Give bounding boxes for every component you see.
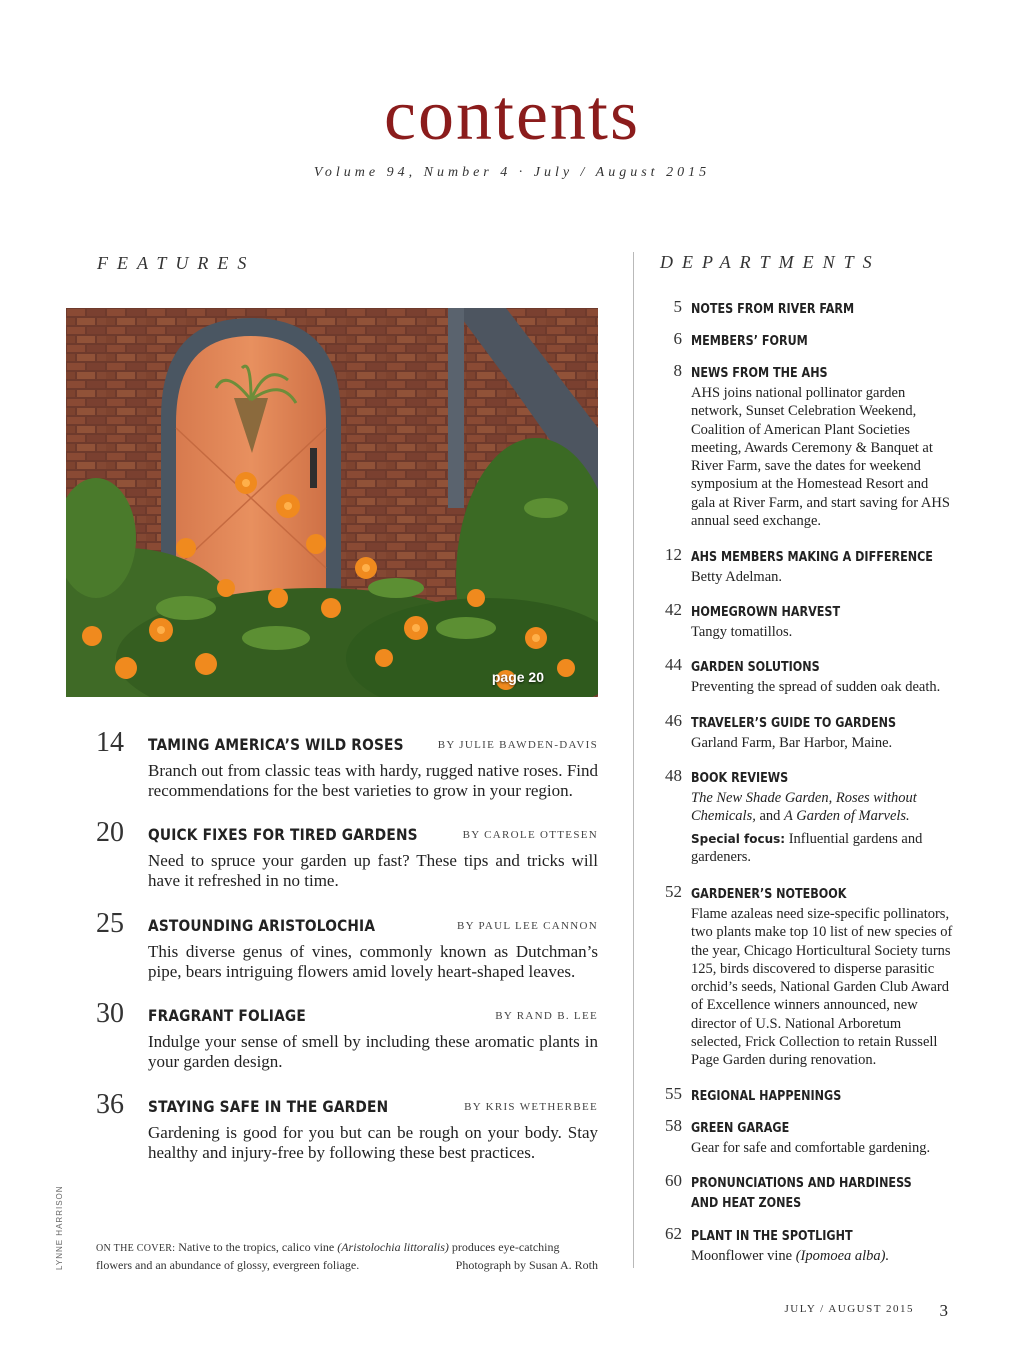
department-title[interactable]: HOMEGROWN HARVEST: [691, 605, 841, 620]
feature-title[interactable]: TAMING AMERICA’S WILD ROSES: [148, 735, 404, 754]
department-page-number: 48: [665, 766, 682, 785]
feature-description: This diverse genus of vines, commonly known as Dutchman’s pipe, bears intriguing flowers amid lovely heart-shaped leaves.: [148, 942, 598, 981]
photo-page-caption: page 20: [491, 669, 544, 685]
feature-page-number: 25: [96, 908, 124, 939]
feature-photo[interactable]: [66, 308, 598, 697]
department-title[interactable]: GARDEN SOLUTIONS: [691, 660, 820, 675]
department-page-number: 44: [665, 655, 682, 674]
feature-page-number: 30: [96, 998, 124, 1029]
footer-page-number: 3: [939, 1301, 948, 1320]
department-page-number: 12: [665, 545, 682, 564]
department-title[interactable]: REGIONAL HAPPENINGS: [691, 1089, 842, 1104]
feature-byline: BY KRIS WETHERBEE: [464, 1101, 598, 1113]
department-title[interactable]: GARDENER’S NOTEBOOK: [691, 887, 847, 902]
department-page-number: 5: [673, 297, 682, 316]
column-divider: [633, 252, 634, 1268]
page-title: contents: [384, 75, 640, 155]
feature-byline: BY PAUL LEE CANNON: [456, 920, 598, 932]
department-description: Tangy tomatillos.: [691, 624, 793, 640]
book-titles: The New Shade Garden, Roses without Chemicals,: [691, 790, 917, 825]
feature-title[interactable]: QUICK FIXES FOR TIRED GARDENS: [148, 825, 418, 844]
cover-photo-credit: Photograph by Susan A. Roth: [455, 1258, 598, 1272]
department-page-number: 42: [665, 600, 682, 619]
department-description: [691, 1247, 953, 1265]
department-title[interactable]: PLANT IN THE SPOTLIGHT: [691, 1229, 853, 1244]
department-description: [691, 789, 953, 866]
book-title-last: A Garden of Marvels.: [784, 808, 910, 825]
features-heading: FEATURES: [97, 253, 256, 273]
cover-note-text-end: produces eye-catching flowers and an abundance of glossy, evergreen foliage.: [96, 1240, 560, 1272]
feature-byline: BY JULIE BAWDEN-DAVIS: [437, 739, 598, 751]
plant-common-name: Moonflower vine: [691, 1248, 796, 1264]
feature-page-number: 36: [96, 1089, 124, 1120]
garden-door-illustration: [66, 308, 598, 697]
department-title[interactable]: BOOK REVIEWS: [691, 771, 789, 786]
feature-byline: BY RAND B. LEE: [495, 1010, 598, 1022]
cover-note-lead: ON THE COVER:: [96, 1243, 176, 1254]
feature-description: Branch out from classic teas with hardy, rugged native roses. Find recommendations for the best varieties to grow in your region.: [148, 761, 598, 800]
cover-note-species: (Aristolochia littoralis): [337, 1240, 449, 1254]
cover-note-text: Native to the tropics, calico vine: [175, 1240, 338, 1254]
department-page-number: 58: [665, 1116, 682, 1135]
department-description: Betty Adelman.: [691, 569, 783, 585]
department-description: Preventing the spread of sudden oak death.: [691, 679, 941, 695]
feature-description: Need to spruce your garden up fast? These tips and tricks will have it refreshed in no time.: [148, 851, 598, 890]
department-title[interactable]: MEMBERS’ FORUM: [691, 334, 808, 349]
department-page-number: 46: [665, 711, 682, 730]
photo-credit-vertical: LYNNE HARRISON: [55, 1185, 64, 1270]
department-title[interactable]: NEWS FROM THE AHS: [691, 366, 828, 381]
special-focus: [691, 830, 953, 867]
plant-latin-name: (Ipomoea alba).: [795, 1248, 890, 1264]
footer-issue-date: JULY / AUGUST 2015: [784, 1303, 914, 1315]
book-joiner: and: [755, 808, 785, 825]
department-title[interactable]: NOTES FROM RIVER FARM: [691, 302, 855, 317]
department-page-number: 52: [665, 882, 682, 901]
special-focus-text: Influential gardens and gardeners.: [691, 830, 923, 865]
department-page-number: 62: [665, 1224, 682, 1243]
department-title[interactable]: PRONUNCIATIONS AND HARDINESS: [691, 1176, 912, 1191]
issue-volume-line: Volume 94, Number 4 · July / August 2015: [313, 165, 711, 180]
feature-page-number: 14: [96, 727, 124, 758]
cover-note: [96, 1239, 598, 1274]
department-page-number: 60: [665, 1171, 682, 1190]
department-title[interactable]: TRAVELER’S GUIDE TO GARDENS: [691, 716, 897, 731]
feature-page-number: 20: [96, 817, 124, 848]
department-page-number: 55: [665, 1084, 682, 1103]
department-title[interactable]: AHS MEMBERS MAKING A DIFFERENCE: [691, 550, 933, 565]
department-description: Flame azaleas need size-specific pollinators, two plants make top 10 list of new species of the year, Chicago Horticultural Society turns 125, birds discovered to disperse parasitic orchid’s seeds, National Garden Club Award of Excellence winners announced, new director of U.S. National Arboretum selected, Frick Collection to retain Russell Page Garden during renovation.: [691, 906, 953, 1069]
feature-description: Gardening is good for you but can be rough on your body. Stay healthy and injury-free by following these best practices.: [148, 1123, 598, 1162]
feature-byline: BY CAROLE OTTESEN: [462, 829, 598, 841]
department-description: Garland Farm, Bar Harbor, Maine.: [691, 735, 893, 751]
department-title-line-2[interactable]: AND HEAT ZONES: [691, 1196, 802, 1211]
department-page-number: 8: [673, 361, 682, 380]
department-page-number: 6: [673, 329, 682, 348]
feature-title[interactable]: ASTOUNDING ARISTOLOCHIA: [148, 916, 376, 935]
department-description: AHS joins national pollinator garden network, Sunset Celebration Weekend, Coalition of American Plant Societies meeting, Awards Ceremony & Banquet at River Farm, save the dates for weekend symposium at the Homestead Resort and gala at River Farm, and start saving for AHS annual seed exchange.: [691, 385, 950, 530]
department-title[interactable]: GREEN GARAGE: [691, 1121, 790, 1136]
department-description: Gear for safe and comfortable gardening.: [691, 1140, 931, 1156]
feature-title[interactable]: STAYING SAFE IN THE GARDEN: [148, 1097, 389, 1116]
feature-title[interactable]: FRAGRANT FOLIAGE: [148, 1006, 306, 1025]
special-focus-label: Special focus:: [691, 831, 786, 846]
departments-heading: DEPARTMENTS: [660, 252, 881, 272]
feature-description: Indulge your sense of smell by including these aromatic plants in your garden design.: [148, 1032, 598, 1071]
